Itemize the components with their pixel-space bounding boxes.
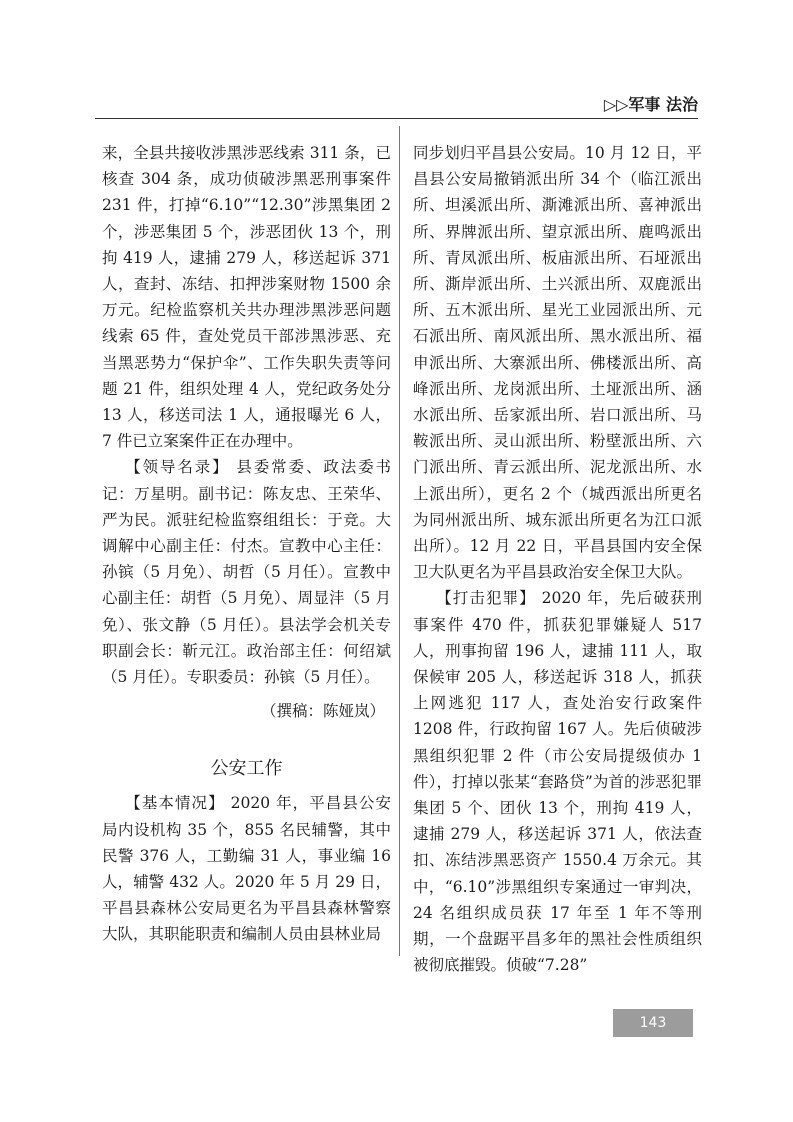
header-rule: [95, 118, 698, 119]
column-divider: [399, 126, 400, 956]
basic-info-heading: 【基本情况】: [125, 794, 225, 813]
right-paragraph-1: 同步划归平昌县公安局。10 月 12 日，平昌县公安局撤销派出所 34 个（临江派出所、坦溪派出所、澌滩派出所、喜神派出所、界牌派出所、望京派出所、鹿鸣派出所、青凤派出所、板庙派出所、石垭派出所、澌岸派出所、土兴派出所、双鹿派出所、五木派出所、星光工业园派出所、元石派出所、南风派出所、黑水派出所、福申派出所、大寨派出所、佛楼派出所、高峰派出所、龙岗派出所、土垭派出所、涵水派出所、岳家派出所、岩口派出所、马鞍派出所、灵山派出所、粉壁派出所、六门派出所、青云派出所、泥龙派出所、水上派出所），更名 2 个（城西派出所更名为同州派出所、城东派出所更名为江口派出所）。12 月 22 日，平昌县国内安全保卫大队更名为平昌县政治安全保卫大队。: [413, 144, 702, 582]
left-paragraph-1: 来，全县共接收涉黑涉恶线索 311 条，已核查 304 条，成功侦破涉黑恶刑事案件 231 件，打掉“6.10”“12.30”涉黑集团 2 个，涉恶集团 5 个，涉恶团伙 13 个，刑拘 419 人，逮捕 279 人，移送起诉 371 人，查封、冻结、扣押涉案财物 1500 余万元。纪检监察机关共办理涉黑涉恶问题线索 65 件，查处党员干部涉黑涉恶、充当黑恶势力“保护伞”、工作失职失责等问题 21 件，组织处理 4 人，党纪政务处分 13 人，移送司法 1 人，通报曝光 6 人，7 件已立案案件正在办理中。: [102, 144, 391, 451]
leader-list-paragraph: [102, 454, 391, 690]
basic-info-text: 2020 年，平昌县公安局内设机构 35 个，855 名民辅警，其中民警 376 人，工勤编 31 人，事业编 16 人，辅警 432 人。2020 年 5 月 29 日，平昌县森林公安局更名为平昌县森林警察大队，其职能职责和编制人员由县林业局: [102, 794, 391, 944]
crime-fighting-heading: 【打击犯罪】: [436, 589, 536, 608]
basic-info-paragraph: [102, 790, 391, 947]
section-title: 公安工作: [210, 758, 283, 780]
crime-fighting-paragraph: [413, 585, 702, 978]
right-column: [413, 140, 702, 979]
page-number: 143: [613, 1009, 693, 1037]
section-header: ▷▷军事 法治: [603, 95, 698, 114]
leader-list-text: 县委常委、政法委书记：万星明。副书记：陈友忠、王荣华、严为民。派驻纪检监察组组长：于竞。大调解中心副主任：付杰。宣教中心主任：孙镔（5 月免）、胡哲（5 月任）。宣教中心副主任：胡哲（5 月免）、周显沣（5 月免）、张文静（5 月任）。县法学会机关专职副会长：靳元江。政治部主任：何绍斌（5 月任）。专职委员：孙镔（5 月任）。: [102, 458, 391, 687]
crime-fighting-text: 2020 年，先后破获刑事案件 470 件，抓获犯罪嫌疑人 517 人，刑事拘留 196 人，逮捕 111 人，取保候审 205 人，移送起诉 318 人，抓获上网逃犯 117 人，查处治安行政案件 1208 件，行政拘留 167 人。先后侦破涉黑组织犯罪 2 件（市公安局提级侦办 1 件），打掉以张某“套路贷”为首的涉恶犯罪集团 5 个、团伙 13 个，刑拘 419 人，逮捕 279 人，移送起诉 371 人，依法查扣、冻结涉黑恶资产 1550.4 万余元。其中，“6.10”涉黑组织专案通过一审判决，24 名组织成员获 17 年至 1 年不等刑期，一个盘踞平昌多年的黑社会性质组织被彻底摧毁。侦破“7.28”: [413, 589, 702, 975]
author-byline: （撰稿：陈娅岚）: [260, 702, 385, 721]
leader-list-heading: 【领导名录】: [125, 458, 230, 477]
left-column: [102, 140, 391, 948]
